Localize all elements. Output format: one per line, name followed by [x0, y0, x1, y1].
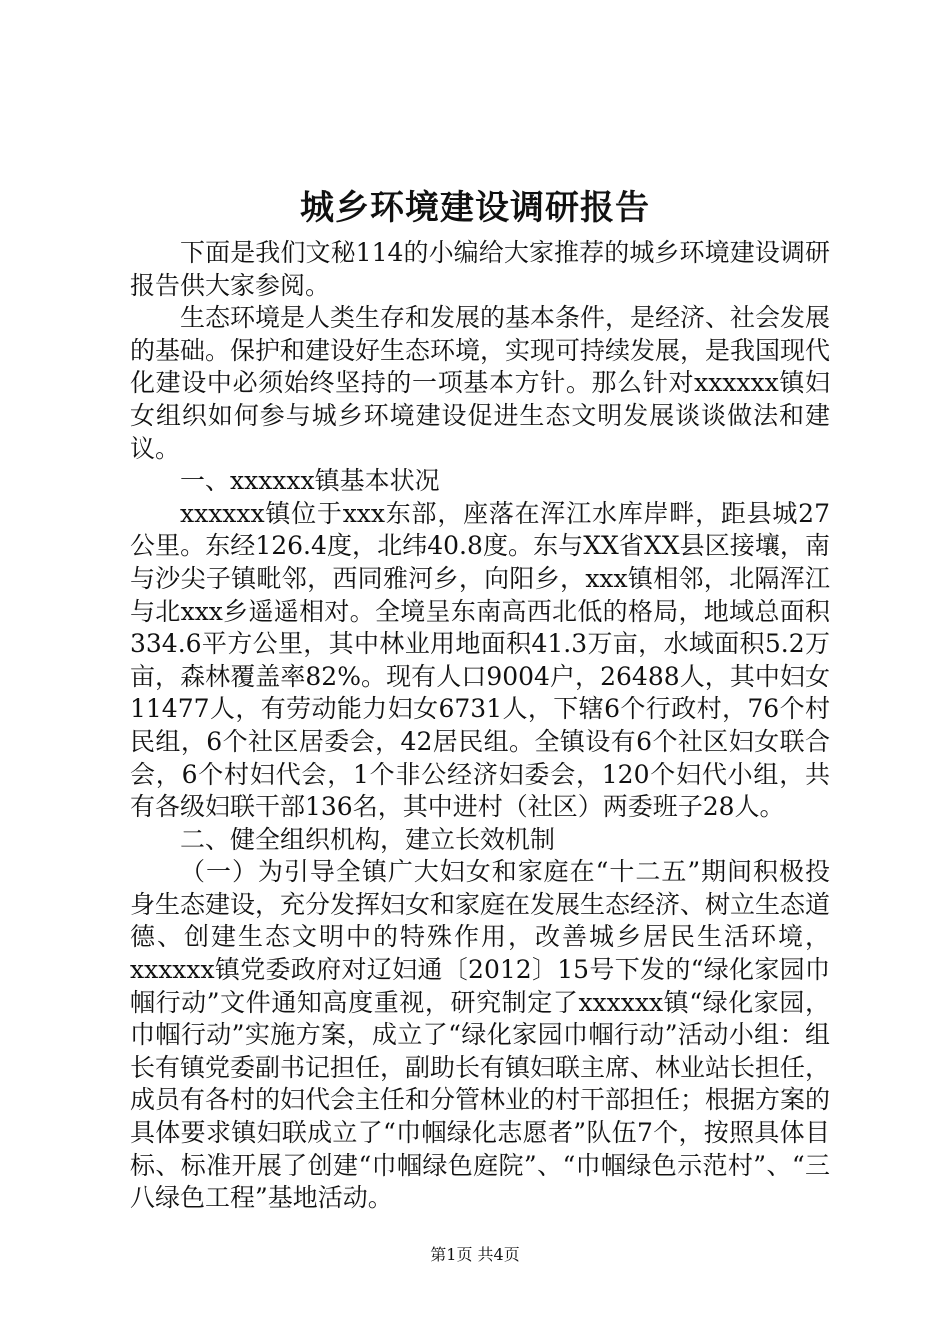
- section-heading-1: 一、xxxxxx镇基本状况: [180, 466, 440, 496]
- intro-paragraph: 下面是我们文秘114的小编给大家推荐的城乡环境建设调研报告供大家参阅。: [130, 238, 830, 300]
- background-paragraph: 生态环境是人类生存和发展的基本条件，是经济、社会发展的基础。保护和建设好生态环境，实现可持续发展，是我国现代化建设中必须始终坚持的一项基本方针。那么针对xxxxxx镇妇女组织如何参与城乡环境建设促进生态文明发展谈谈做法和建议。: [130, 303, 831, 463]
- organization-paragraph: （一）为引导全镇广大妇女和家庭在“十二五”期间积极投身生态建设，充分发挥妇女和家庭在发展生态经济、树立生态道德、创建生态文明中的特殊作用，改善城乡居民生活环境，xxxxxx镇党委政府对辽妇通〔2012〕15号下发的“绿化家园巾帼行动”文件通知高度重视，研究制定了xxxxxx镇“绿化家园，巾帼行动”实施方案，成立了“绿化家园巾帼行动”活动小组：组长有镇党委副书记担任，副助长有镇妇联主席、林业站长担任，成员有各村的妇代会主任和分管林业的村干部担任；根据方案的具体要求镇妇联成立了“巾帼绿化志愿者”队伍7个，按照具体目标、标准开展了创建“巾帼绿色庭院”、“巾帼绿色示范村”、“三八绿色工程”基地活动。: [130, 857, 831, 1213]
- document-body: [130, 237, 830, 1215]
- section-heading-2: 二、健全组织机构，建立长效机制: [180, 824, 556, 854]
- town-overview-paragraph: xxxxxx镇位于xxx东部，座落在浑江水库岸畔，距县城27公里。东经126.4度，北纬40.8度。东与XX省XX县区接壤，南与沙尖子镇毗邻，西同雅河乡，向阳乡，xxx镇相邻，北隔浑江与北xxx乡遥遥相对。全境呈东南高西北低的格局，地域总面积334.6平方公里，其中林业用地面积41.3万亩，水域面积5.2万亩，森林覆盖率82%。现有人口9004户，26488人，其中妇女11477人，有劳动能力妇女6731人，下辖6个行政村，76个村民组，6个社区居委会，42居民组。全镇设有6个社区妇女联合会，6个村妇代会，1个非公经济妇委会，120个妇代小组，共有各级妇联干部136名，其中进村（社区）两委班子28人。: [130, 498, 830, 822]
- page-footer: 第1页 共4页: [430, 1245, 520, 1264]
- document-title: 城乡环境建设调研报告: [300, 188, 650, 228]
